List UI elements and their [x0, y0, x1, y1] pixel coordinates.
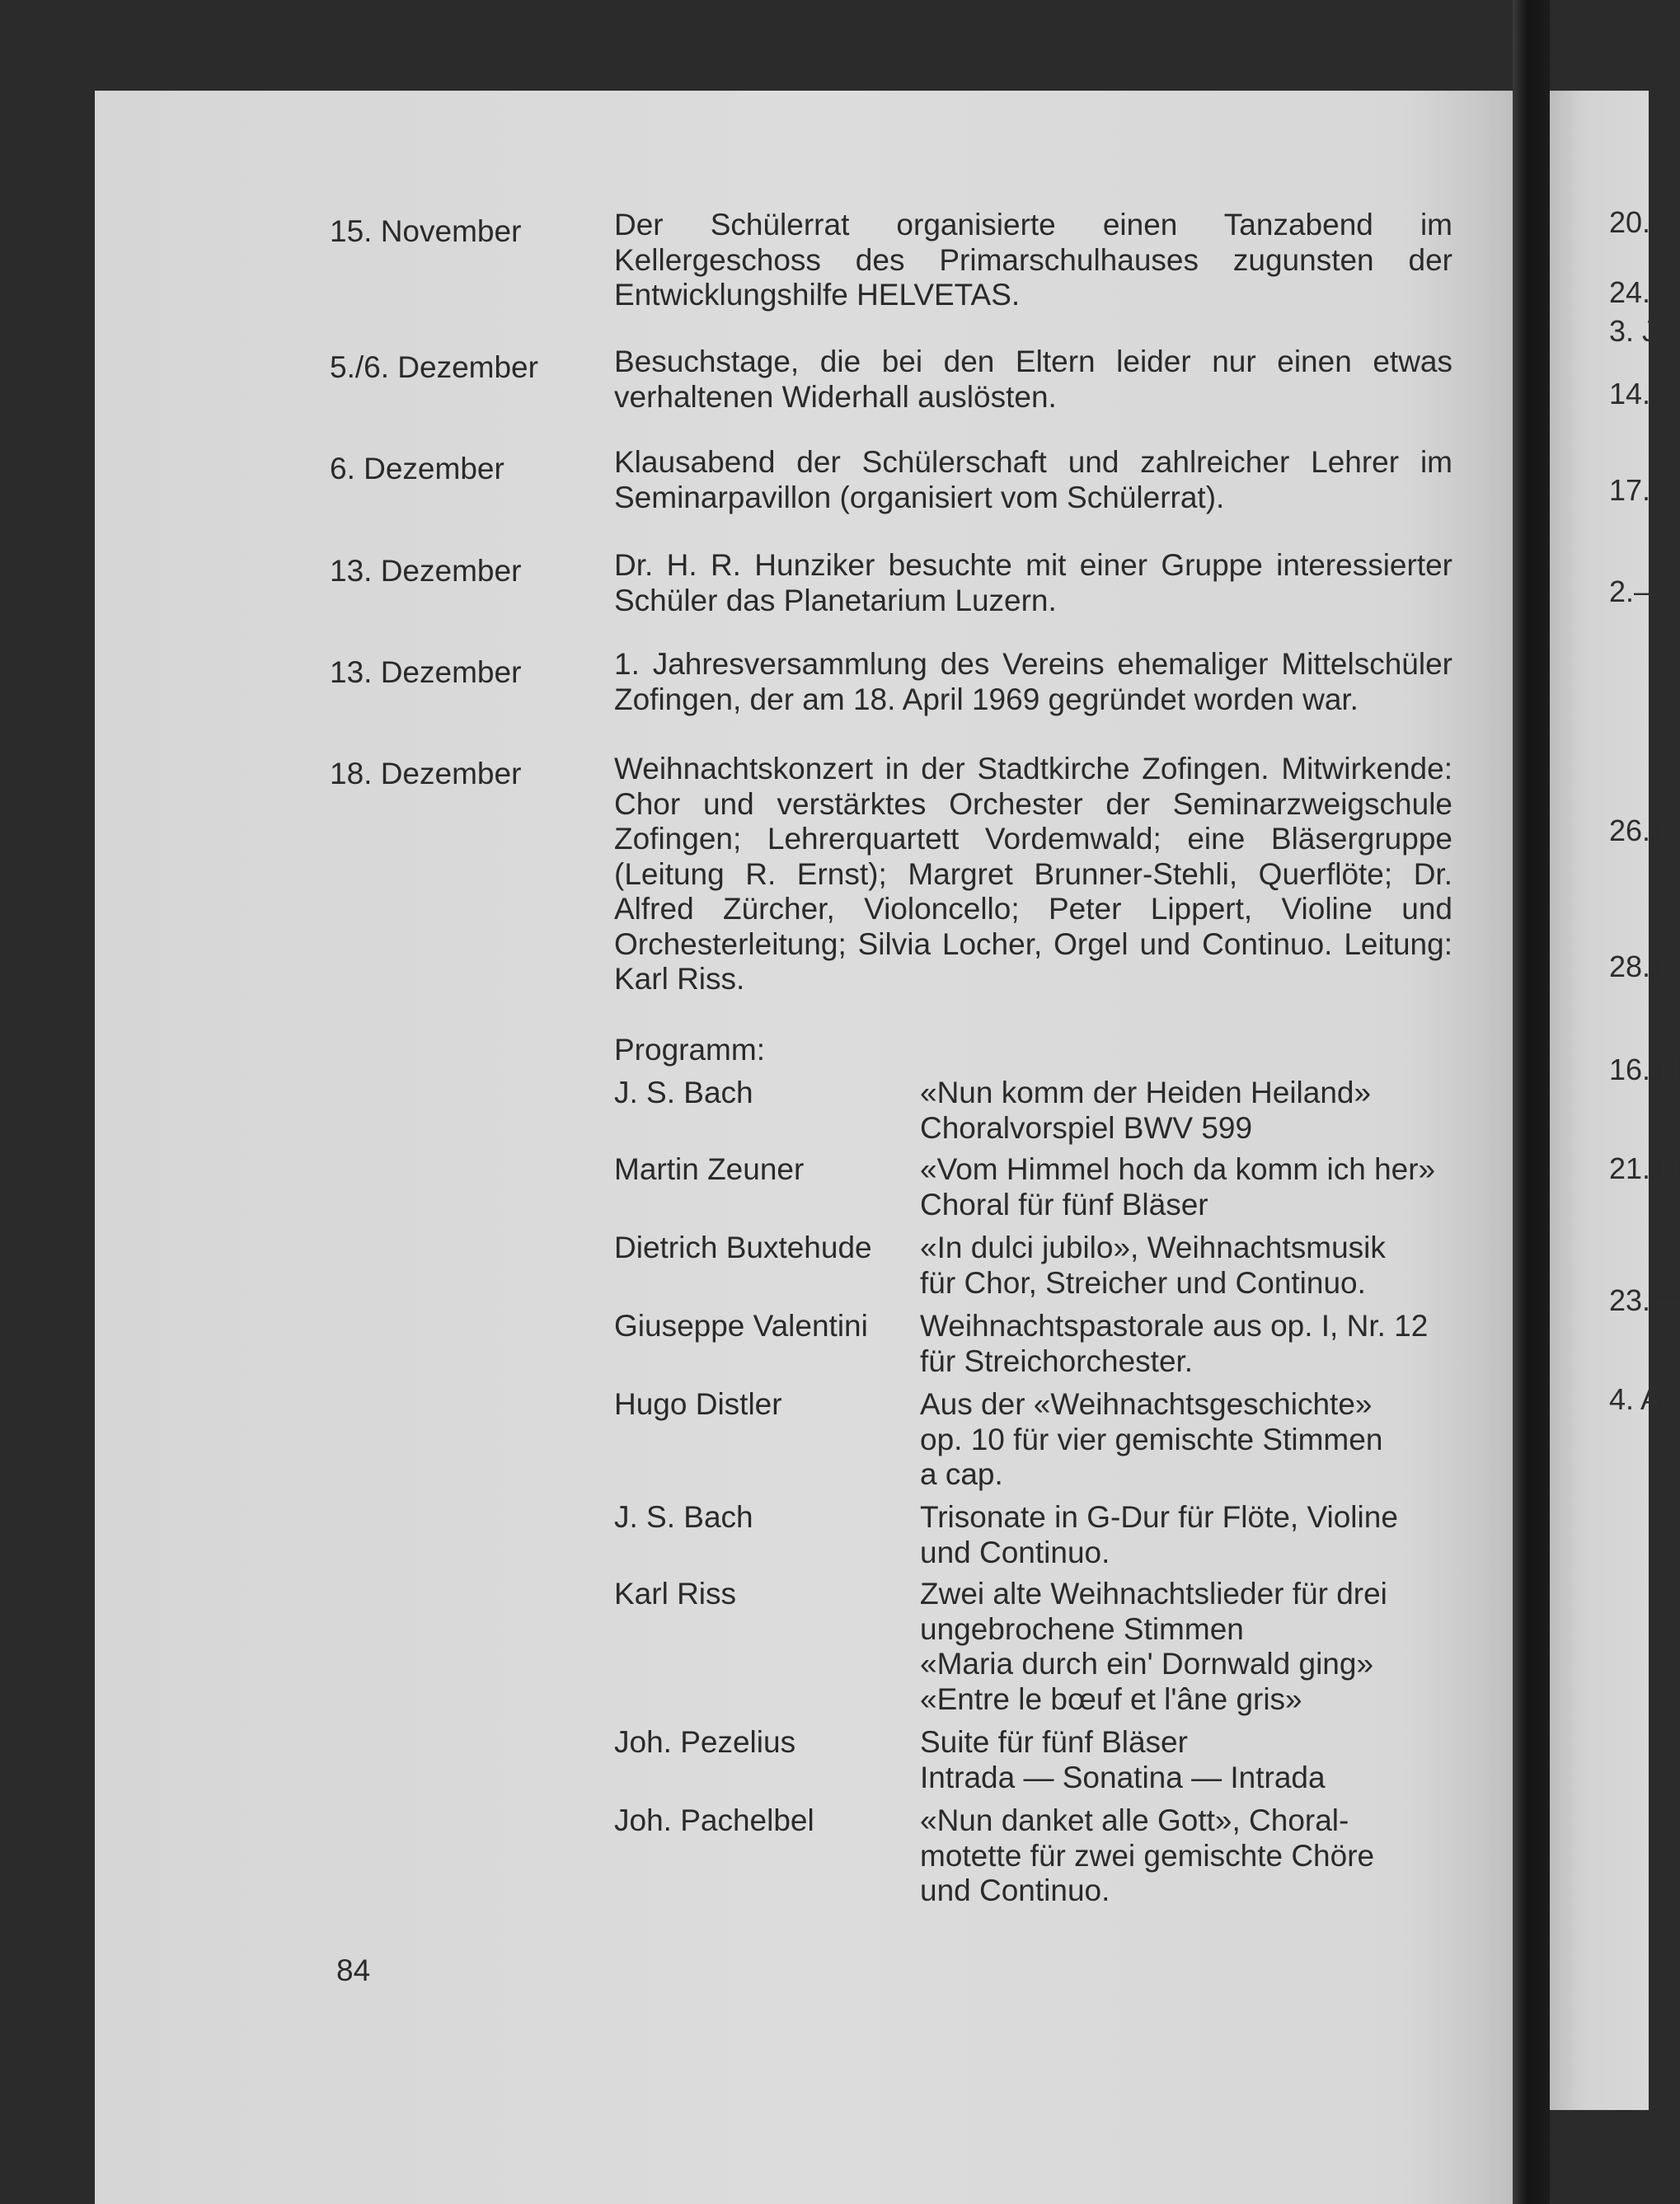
program-work: [920, 1577, 1456, 1717]
program-composer: Dietrich Buxtehude: [614, 1231, 872, 1264]
entry-text: Besuchstage, die bei den Eltern leider nur einen etwas verhaltenen Widerhall auslösten.: [614, 345, 1452, 414]
program-work: [920, 1309, 1456, 1379]
next-page-fragment: 23.—: [1609, 1283, 1680, 1317]
program-work-line: Weihnachtspastorale aus op. I, Nr. 12: [920, 1309, 1429, 1343]
program-work: [920, 1725, 1456, 1795]
program-work-line: und Continuo.: [920, 1535, 1110, 1569]
program-work: [920, 1231, 1456, 1301]
program-work-line: für Chor, Streicher und Continuo.: [920, 1265, 1366, 1300]
entry-text: 1. Jahresversammlung des Vereins ehemaliger Mittelschüler Zofingen, der am 18. April 1969 gegründet worden war.: [614, 647, 1452, 716]
program-composer: J. S. Bach: [614, 1500, 753, 1534]
next-page-fragment: 3. J: [1609, 314, 1658, 348]
program-work-line: «Entre le bœuf et l'âne gris»: [920, 1681, 1302, 1716]
program-work: [920, 1076, 1456, 1146]
next-page-fragment: 28. I: [1609, 950, 1668, 983]
program-composer: Joh. Pachelbel: [614, 1803, 814, 1837]
program-composer: J. S. Bach: [614, 1076, 753, 1109]
program-work-line: Zwei alte Weihnachtslieder für drei: [920, 1577, 1387, 1611]
next-page-fragment: 21. N: [1609, 1151, 1680, 1185]
next-page-fragment: 14.: [1609, 377, 1651, 410]
program-work-line: motette für zwei gemischte Chöre: [920, 1838, 1375, 1873]
next-page-edge: [1550, 91, 1680, 2110]
program-composer: Martin Zeuner: [614, 1152, 805, 1186]
program-work-line: Suite für fünf Bläser: [920, 1725, 1188, 1759]
program-work: [920, 1803, 1456, 1909]
program-work-line: «Maria durch ein' Dornwald ging»: [920, 1647, 1374, 1681]
program-work-line: und Continuo.: [920, 1873, 1110, 1907]
program-composer: Karl Riss: [614, 1577, 737, 1611]
entry-text: Dr. H. R. Hunziker besuchte mit einer Gruppe interessierter Schüler das Planetarium Luzern.: [614, 548, 1452, 617]
program-work-line: op. 10 für vier gemischte Stimmen: [920, 1422, 1383, 1456]
entry-date: 15. November: [330, 214, 522, 248]
program-work-line: ungebrochene Stimmen: [920, 1611, 1244, 1646]
program-work: [920, 1387, 1456, 1493]
entry-date: 6. Dezember: [330, 452, 504, 485]
program-work-line: für Streichorchester.: [920, 1344, 1194, 1378]
program-composer: Giuseppe Valentini: [614, 1309, 868, 1343]
entry-date: 13. Dezember: [330, 655, 522, 689]
program-work-line: Intrada — Sonatina — Intrada: [920, 1760, 1326, 1794]
next-page-fragment: 16. N: [1609, 1053, 1680, 1086]
program-work-line: «Nun danket alle Gott», Choral-: [920, 1803, 1349, 1837]
program-work-line: Aus der «Weihnachtsgeschichte»: [920, 1387, 1373, 1421]
page-number: 84: [336, 1953, 371, 1987]
program-work-line: «Vom Himmel hoch da komm ich her»: [920, 1152, 1436, 1186]
entry-date: 18. Dezember: [330, 757, 522, 790]
program-work: [920, 1152, 1456, 1222]
program-heading: Programm:: [614, 1033, 765, 1067]
next-page-fragment: 26. I: [1609, 814, 1668, 847]
next-page-fragment: 24.: [1609, 275, 1651, 309]
entry-text: Klausabend der Schülerschaft und zahlreicher Lehrer im Seminarpavillon (organisiert vom Schülerrat).: [614, 445, 1452, 514]
entry-date: 13. Dezember: [330, 554, 522, 588]
next-page-fragment: 20.: [1609, 205, 1651, 239]
next-page-fragment: 4. Ap: [1609, 1382, 1678, 1416]
entry-text: Der Schülerrat organisierte einen Tanzabend im Kellergeschoss des Primarschulhauses zugunsten der Entwicklungshilfe HELVETAS.: [614, 208, 1452, 312]
program-work-line: Choral für fünf Bläser: [920, 1187, 1208, 1222]
program-work: [920, 1500, 1456, 1570]
next-page-fragment: 17.: [1609, 473, 1651, 507]
entry-date: 5./6. Dezember: [330, 350, 538, 384]
entry-text: Weihnachtskonzert in der Stadtkirche Zofingen. Mitwirkende: Chor und verstärktes Orchester der Seminarzweigschule Zofingen; Lehrerquartett Vordemwald; eine Bläsergruppe (Leitung R. Ernst); Margret Brunner-Stehli, Querflöte; Dr. Alfred Zürcher, Violoncello; Peter Lippert, Violine und Orchesterleitung; Silvia Locher, Orgel und Continuo. Leitung: Karl Riss.: [614, 752, 1452, 996]
next-page-fragment: 2.—: [1609, 574, 1664, 608]
program-work-line: «Nun komm der Heiden Heiland»: [920, 1076, 1372, 1109]
program-composer: Joh. Pezelius: [614, 1725, 796, 1759]
program-work-line: Choralvorspiel BWV 599: [920, 1110, 1253, 1145]
program-work-line: Trisonate in G-Dur für Flöte, Violine: [920, 1500, 1398, 1534]
program-composer: Hugo Distler: [614, 1387, 782, 1421]
book-gutter: [1513, 0, 1550, 2204]
program-work-line: a cap.: [920, 1457, 1003, 1491]
program-work-line: «In dulci jubilo», Weihnachtsmusik: [920, 1231, 1386, 1264]
